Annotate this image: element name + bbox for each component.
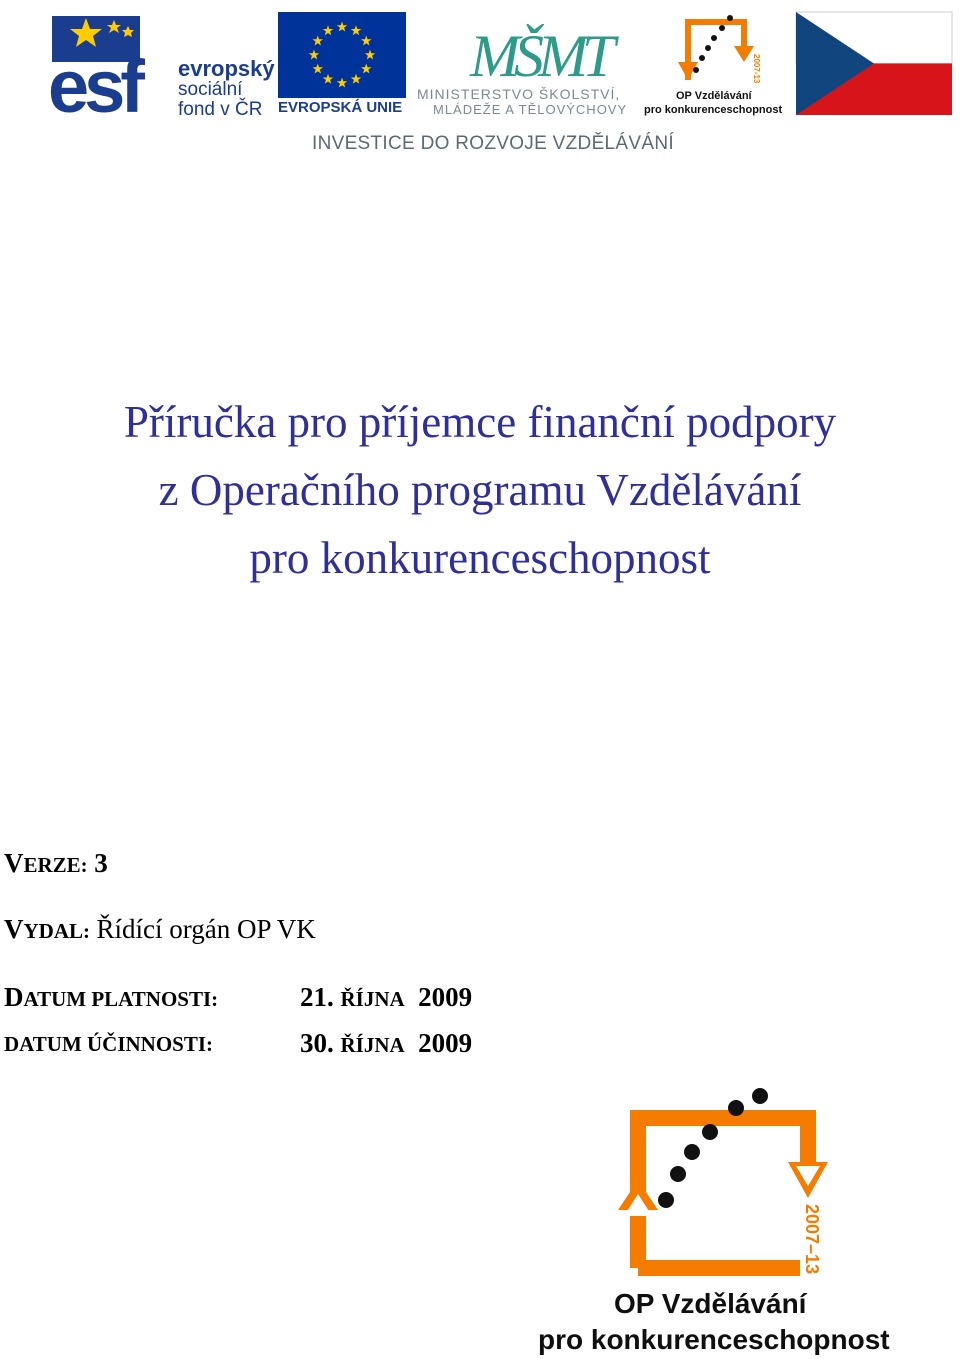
publisher-label-rest: YDAL: <box>23 919 90 943</box>
effective-date-row <box>4 1028 564 1058</box>
esf-line1: evropský <box>178 56 275 81</box>
opvk-footer-line2: pro konkurenceschopnost <box>538 1324 890 1355</box>
validity-label-cap: D <box>4 982 24 1012</box>
opvk-large-logo-icon <box>610 1080 840 1280</box>
effective-day: 30. <box>300 1028 334 1058</box>
title-line-3: pro konkurenceschopnost <box>249 533 711 583</box>
msmt-logo-icon <box>470 10 610 89</box>
esf-logo-icon <box>48 12 172 128</box>
msmt-mark: MŠMT <box>470 23 610 89</box>
esf-line3: fond v ČR <box>178 99 263 120</box>
msmt-logo <box>415 10 640 120</box>
opvk-small-logo <box>644 10 789 120</box>
effective-month: ŘÍJNA <box>340 1033 405 1057</box>
msmt-line1: MINISTERSTVO ŠKOLSTVÍ, <box>417 86 621 102</box>
title-line-2: z Operačního programu Vzdělávání <box>158 465 802 515</box>
validity-day: 21. <box>300 982 334 1012</box>
investice-tagline: INVESTICE DO ROZVOJE VZDĚLÁVÁNÍ <box>312 133 674 154</box>
publisher-row <box>4 914 316 945</box>
version-label-cap: V <box>4 848 24 878</box>
validity-month: ŘÍJNA <box>340 987 405 1011</box>
effective-year: 2009 <box>418 1028 473 1058</box>
opvk-footer-logo <box>530 1080 910 1359</box>
version-row <box>4 848 108 879</box>
document-title <box>0 388 960 592</box>
effective-date <box>300 1028 472 1059</box>
esf-mark: esf <box>48 45 140 128</box>
opvk-footer-line1: OP Vzdělávání <box>614 1288 807 1319</box>
opvk-years: 2007–13 <box>802 1204 822 1275</box>
esf-line2: sociální <box>178 79 243 100</box>
validity-year: 2009 <box>418 982 473 1012</box>
opvk-small-years: 2007-13 <box>752 54 761 84</box>
msmt-line2: MLÁDEŽE A TĚLOVÝCHOVY <box>433 102 628 117</box>
validity-date-row <box>4 982 564 1013</box>
opvk-small-line1: OP Vzdělávání <box>676 90 752 102</box>
czech-flag-icon <box>796 12 952 115</box>
eu-logo <box>278 12 408 120</box>
publisher-value: Řídící orgán OP VK <box>96 914 316 944</box>
title-line-1: Příručka pro příjemce finanční podpory <box>123 397 837 447</box>
effective-label: DATUM ÚČINNOSTI: <box>4 1032 214 1056</box>
opvk-small-line2: pro konkurenceschopnost <box>644 104 783 116</box>
esf-logo <box>48 12 275 128</box>
eu-flag-icon <box>278 12 406 98</box>
publisher-label-cap: V <box>4 914 24 944</box>
validity-label-rest: ATUM PLATNOSTI: <box>23 987 219 1011</box>
opvk-logo-icon <box>674 10 764 88</box>
version-value: 3 <box>94 848 108 878</box>
logo-strip <box>0 0 960 170</box>
eu-label: EVROPSKÁ UNIE <box>278 99 403 116</box>
validity-date <box>300 982 472 1013</box>
version-label-rest: ERZE: <box>23 853 88 877</box>
